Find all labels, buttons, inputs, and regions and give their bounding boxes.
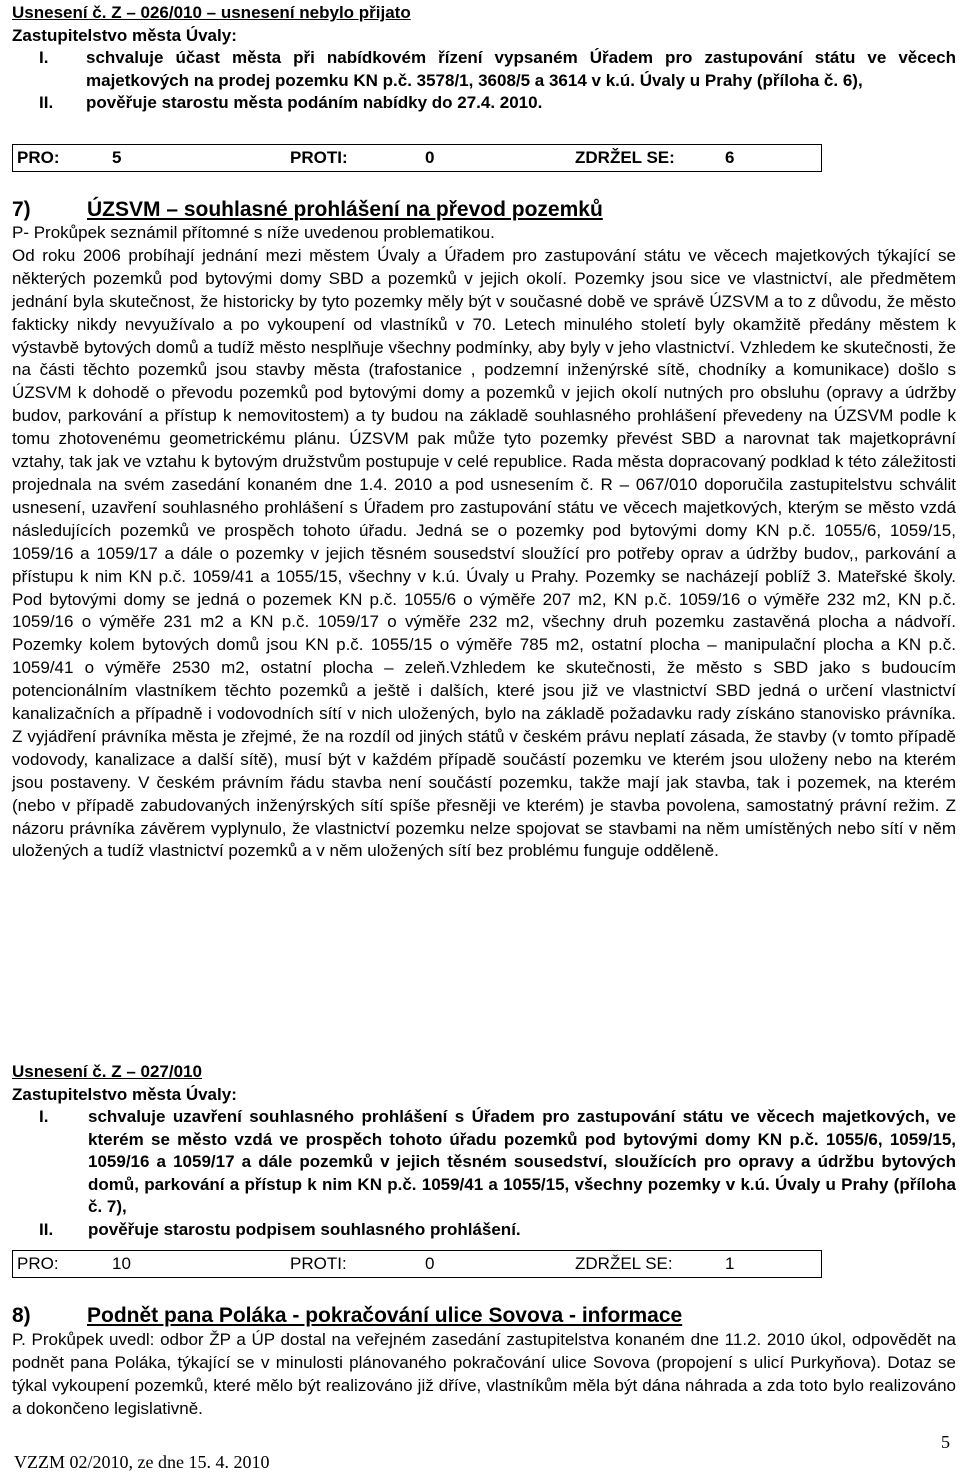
resolution-heading: Usnesení č. Z – 026/010 – usnesení nebylo přijato [12, 3, 411, 22]
vote-zdrzel-label: ZDRŽEL SE: [575, 1254, 673, 1273]
section-intro: P- Prokůpek seznámil přítomné s níže uvedenou problematikou. [12, 223, 495, 242]
resolution-item [12, 1106, 956, 1219]
resolution-item [12, 1219, 956, 1242]
section-body: P. Prokůpek uvedl: odbor ŽP a ÚP dostal na veřejném zasedání zastupitelstva konaném dne 11.2. 2010 úkol, odpovědět na podnět pana Poláka, týkající se v minulosti plánovaného pokračování ulice Sovova (propojení s ulicí Purkyňova). Dotaz se týkal vykoupení pozemků, které mělo být realizováno již dříve, vlastníkům měla být dána náhrada a zda toto bylo realizováno a dokončeno legislativně. [12, 1330, 956, 1418]
vote-box [12, 144, 822, 172]
resolution-27 [12, 1061, 956, 1241]
resolution-heading: Usnesení č. Z – 027/010 [12, 1062, 202, 1081]
item-number: I. [39, 1107, 49, 1126]
section-title [12, 196, 956, 224]
section-7 [12, 196, 956, 863]
vote-pro-value: 5 [112, 148, 122, 167]
vote-zdrzel-label: ZDRŽEL SE: [575, 148, 675, 167]
item-text: schvaluje uzavření souhlasného prohlášení s Úřadem pro zastupování státu ve věcech majetkových, ve kterém se město vzdá ve prospěch tohoto úřadu pozemků pod bytovými domy KN p.č. 1055/6, 1059/15, 1059/16 a 1059/17 a dále pozemků v jejich těsném sousedství, sloužících pro opravy a údržbu bytových domů, parkování a přístup k nim KN p.č. 1059/41 a 1055/15, všechny pozemky v k.ú. Úvaly u Prahy (příloha č. 7), [88, 1107, 956, 1216]
resolution-item [12, 92, 956, 115]
vote-zdrzel-value: 1 [725, 1254, 735, 1273]
section-title [12, 1302, 956, 1330]
item-number: II. [39, 1219, 54, 1239]
section-number: 7) [12, 198, 31, 221]
resolution-26 [12, 2, 956, 115]
vote-box [12, 1250, 822, 1278]
resolution-item [12, 47, 956, 92]
vote-pro-value: 10 [112, 1254, 131, 1273]
footer-text: VZZM 02/2010, ze dne 15. 4. 2010 [14, 1452, 270, 1472]
item-number: I. [39, 48, 49, 67]
page-number: 5 [941, 1432, 950, 1452]
section-body: Od roku 2006 probíhají jednání mezi městem Úvaly a Úřadem pro zastupování státu ve věcech majetkových týkající se některých pozemků pod bytovými domy SBD a pozemků v jejich okolí. Pozemky jsou sice ve vlastnictví, ale předmětem jednání byla skutečnost, že historicky by tyto pozemky měly být v současné době ve správě ÚZSVM a to z důvodu, že město fakticky nikdy nevyužívalo a po vykoupení od vlastníků v 70. Letech minulého století byly okamžitě předány městem k výstavbě bytových domů a tudíž město nesplňuje všechny podmínky, aby byly v jeho vlastnictví. Vzhledem ke skutečnosti, že na části těchto pozemků jsou stavby města (trafostanice , podzemní inženýrské sítě, chodníky a komunikace) došlo s ÚZSVM k dohodě o převodu pozemků pod bytovými domy a pozemků v jejich okolí nutných pro obsluhu (opravy a údržby budov, parkování a přístup k nemovitostem) a ty budou na základě souhlasného prohlášení převedeny na ÚZSVM podle k tomu zhotovenému geometrickému plánu. ÚZSVM pak může tyto pozemky převést SBD a narovnat tak majetkoprávní vztahy, tak jak ve vztahu k bytovým družstvům postupuje v celé republice. Rada města dopracovaný podklad k této záležitosti projednala na svém zasedání konaném dne 1.4. 2010 a pod usnesením č. R – 067/010 doporučila zastupitelstvu schválit usnesení, uzavření souhlasného prohlášení s Úřadem pro zastupování státu ve věcech majetkových, kterým se město vzdá následujících pozemků ve prospěch tohoto úřadu. Jedná se o pozemky pod bytovými domy KN p.č. 1055/6, 1059/15, 1059/16 a 1059/17 a dále o pozemky v jejich těsném sousedství sloužící pro potřeby oprav a údržby budov,, parkování a přístupu k nim KN p.č. 1059/41 a 1055/15, všechny v k.ú. Úvaly u Prahy. Pozemky se nacházejí poblíž 3. Mateřské školy. Pod bytovými domy se jedná o pozemek KN p.č. 1055/6 o výměře 207 m2, KN p.č. 1059/16 o výměře 232 m2, KN p.č. 1059/16 o výměře 231 m2 a KN p.č. 1059/17 o výměře 232 m2, všechny druh pozemku zastavěná plocha a nádvoří. Pozemky kolem bytových domů jsou KN p.č. 1055/15 o výměře 785 m2, ostatní plocha – manipulační plocha a KN p.č. 1059/41 o výměře 2530 m2, ostatní plocha – zeleň.Vzhledem ke skutečnosti, že město s SBD jako s budoucím potencionálním vlastníkem těchto pozemků a ještě i dalších, které jsou již ve vlastnictví SBD jedná o určení vlastnictví kanalizačních a případně i vodovodních sítí v nich uložených, bylo na základě požadavku rady získáno stanovisko právníka. Z vyjádření právníka města je zřejmé, že na rozdíl od jiných států v českém právu neplatí zásada, že stavby (v tomto případě vodovody, kanalizace a další sítě), musí být v každém případě součástí pozemku ve kterém jsou uloženy nebo na kterém jsou postaveny. V českém právním řádu stavba není součástí pozemku, takže mají jak stavba, tak i pozemek, na kterém (nebo v případě zabudovaných inženýrských sítí spíše přesněji ve kterém) je stavba povolena, samostatný právní režim. Z názoru právníka závěrem vyplynulo, že vlastnictví pozemku nelze spojovat se stavbami na něm umístěných nebo sítí v něm uložených a tudíž vlastnictví pozemků a v něm uložených sítí bez problému funguje odděleně. [12, 245, 956, 861]
vote-pro-label: PRO: [17, 1254, 59, 1273]
vote-proti-label: PROTI: [290, 148, 348, 167]
vote-proti-value: 0 [425, 1254, 435, 1273]
vote-zdrzel-value: 6 [725, 148, 735, 167]
section-8 [12, 1302, 956, 1421]
section-number: 8) [12, 1304, 31, 1327]
vote-proti-label: PROTI: [290, 1254, 347, 1273]
vote-pro-label: PRO: [17, 148, 60, 167]
item-text: pověřuje starostu města podáním nabídky do 27.4. 2010. [86, 93, 543, 112]
section-heading: Podnět pana Poláka - pokračování ulice Sovova - informace [87, 1304, 683, 1327]
item-number: II. [39, 93, 54, 112]
item-text: pověřuje starostu podpisem souhlasného prohlášení. [88, 1219, 521, 1239]
council-label: Zastupitelstvo města Úvaly: [12, 25, 237, 45]
section-heading: ÚZSVM – souhlasné prohlášení na převod pozemků [87, 198, 603, 221]
council-label: Zastupitelstvo města Úvaly: [12, 1084, 237, 1104]
vote-proti-value: 0 [425, 148, 435, 167]
item-text: schvaluje účast města při nabídkovém řízení vypsaném Úřadem pro zastupování státu ve věcech majetkových na prodej pozemku KN p.č. 3578/1, 3608/5 a 3614 v k.ú. Úvaly u Prahy (příloha č. 6), [86, 48, 956, 90]
